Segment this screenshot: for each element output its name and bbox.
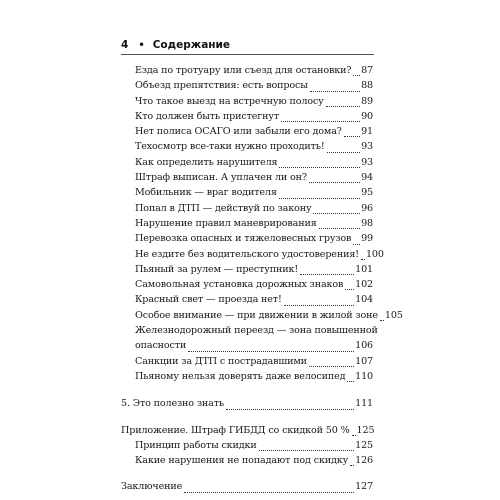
dot-leader <box>353 243 360 245</box>
dot-leader <box>361 258 365 260</box>
toc-entry-title: Попал в ДТП — действуй по закону <box>135 202 312 214</box>
toc-entry <box>121 308 403 323</box>
toc-conclusion <box>121 479 373 494</box>
toc-entry <box>121 262 373 277</box>
dot-leader <box>279 197 360 199</box>
toc-entry-page: 101 <box>355 263 373 275</box>
dot-leader <box>284 304 354 306</box>
dot-leader <box>344 135 360 137</box>
dot-leader <box>350 464 354 466</box>
toc-entry-title: Самовольная установка дорожных знаков <box>135 279 344 291</box>
toc-entry <box>121 453 373 468</box>
dot-leader <box>326 105 360 107</box>
toc-entry-page: 110 <box>355 370 373 382</box>
toc-entry <box>121 109 373 124</box>
toc-entry-title-line1: Железнодорожный переезд — зона повышенной <box>135 325 378 337</box>
dot-leader <box>327 151 361 153</box>
toc-entry-title: Какие нарушения не попадают под скидку <box>135 455 349 467</box>
toc-entry-page: 102 <box>355 279 373 291</box>
toc-entry-page: 100 <box>365 248 384 260</box>
toc-entry-page: 87 <box>361 65 373 76</box>
toc-entry <box>121 170 373 185</box>
toc-entry <box>121 139 373 154</box>
toc-entry-page: 126 <box>355 455 374 467</box>
toc-entry-title: Санкции за ДТП с пострадавшими <box>135 355 307 367</box>
dot-leader <box>310 90 360 92</box>
toc-entry-title-line2: опасности <box>135 340 187 352</box>
table-of-contents <box>121 63 403 495</box>
toc-entry-page: 91 <box>361 126 373 138</box>
header-rule <box>121 54 374 55</box>
toc-entry-page: 94 <box>361 172 373 184</box>
toc-entry <box>121 185 373 200</box>
toc-entry-title: Перевозка опасных и тяжеловесных грузов <box>135 233 352 245</box>
toc-entry <box>121 247 384 262</box>
dot-leader <box>309 365 354 367</box>
toc-conclusion-title: Заключение <box>121 481 183 493</box>
toc-entry <box>121 369 373 384</box>
dot-leader <box>184 491 354 493</box>
dot-leader <box>352 434 356 436</box>
toc-entry-page: 106 <box>355 340 373 352</box>
dot-leader <box>345 288 354 290</box>
toc-entry-page: 104 <box>355 294 373 306</box>
dot-leader <box>313 212 360 214</box>
toc-entry-title: Езда по тротуару или съезд для остановки? <box>135 65 352 76</box>
toc-entry-page: 107 <box>355 355 373 367</box>
toc-appendix-title: Приложение. Штраф ГИБДД со скидкой 50 % <box>121 424 350 436</box>
toc-entry-page: 93 <box>361 141 373 153</box>
toc-appendix <box>121 423 373 438</box>
toc-entry-title: Мобильник — враг водителя <box>135 187 277 199</box>
dot-leader <box>353 74 360 76</box>
toc-entry-title: Красный свет — проезда нет! <box>135 294 282 306</box>
toc-entry <box>121 323 378 354</box>
toc-chapter-page: 111 <box>355 398 373 410</box>
toc-entry-title: Техосмотр все-таки нужно проходить! <box>135 141 325 153</box>
toc-entry <box>121 292 373 307</box>
toc-entry-page: 89 <box>361 95 373 107</box>
toc-conclusion-page: 127 <box>355 481 373 493</box>
toc-entry-page: 105 <box>384 309 403 321</box>
toc-entry <box>121 354 373 369</box>
page-number: 4 <box>121 39 129 51</box>
toc-entry-title: Особое внимание — при движении в жилой зоне <box>135 309 378 321</box>
toc-entry-page: 90 <box>361 110 373 122</box>
toc-chapter-title: 5. Это полезно знать <box>121 398 224 410</box>
toc-entry <box>121 94 373 109</box>
dot-leader <box>347 380 354 382</box>
toc-entry <box>121 277 373 292</box>
dot-leader <box>380 319 384 321</box>
toc-entry-title: Пьяный за рулем — преступник! <box>135 263 299 275</box>
toc-entry <box>121 78 373 93</box>
header-title: Содержание <box>152 39 231 51</box>
toc-entry-page: 96 <box>361 202 373 214</box>
dot-leader <box>279 166 360 168</box>
dot-leader <box>281 120 360 122</box>
toc-entry-page: 88 <box>361 80 373 92</box>
toc-entry <box>121 216 373 231</box>
dot-leader <box>309 181 360 183</box>
dot-leader <box>226 408 354 410</box>
toc-appendix-page: 125 <box>356 424 375 436</box>
toc-entry-title: Что такое выезд на встречную полосу <box>135 95 324 107</box>
toc-entry-page: 99 <box>361 233 373 245</box>
toc-entry-title: Штраф выписан. А уплачен ли он? <box>135 172 307 184</box>
header-bullet: • <box>138 39 145 51</box>
toc-entry-page: 98 <box>361 217 373 229</box>
toc-entry-page: 125 <box>355 439 373 451</box>
dot-leader <box>259 449 355 451</box>
toc-entry <box>121 231 373 246</box>
dot-leader <box>300 273 354 275</box>
toc-entry-title: Объезд препятствия: есть вопросы <box>135 80 308 92</box>
toc-entry-title: Нарушение правил маневрирования <box>135 217 317 229</box>
dot-leader <box>188 350 354 352</box>
toc-chapter <box>121 396 373 411</box>
toc-entry-title: Пьяному нельзя доверять даже велосипед <box>135 370 346 382</box>
toc-entry-title: Не ездите без водительского удостоверения! <box>135 248 359 260</box>
toc-entry <box>121 155 373 170</box>
toc-entry-title: Принцип работы скидки <box>135 439 257 451</box>
toc-entry-page: 93 <box>361 156 373 168</box>
toc-entry-title: Как определить нарушителя <box>135 156 278 168</box>
toc-entry <box>121 201 373 216</box>
toc-entry-title: Нет полиса ОСАГО или забыли его дома? <box>135 126 342 138</box>
toc-entry-page: 95 <box>361 187 373 199</box>
running-header <box>121 37 373 53</box>
toc-entry <box>121 124 373 139</box>
toc-entry <box>121 63 373 78</box>
toc-entry <box>121 438 373 453</box>
toc-entry-title: Кто должен быть пристегнут <box>135 110 280 122</box>
dot-leader <box>319 227 360 229</box>
